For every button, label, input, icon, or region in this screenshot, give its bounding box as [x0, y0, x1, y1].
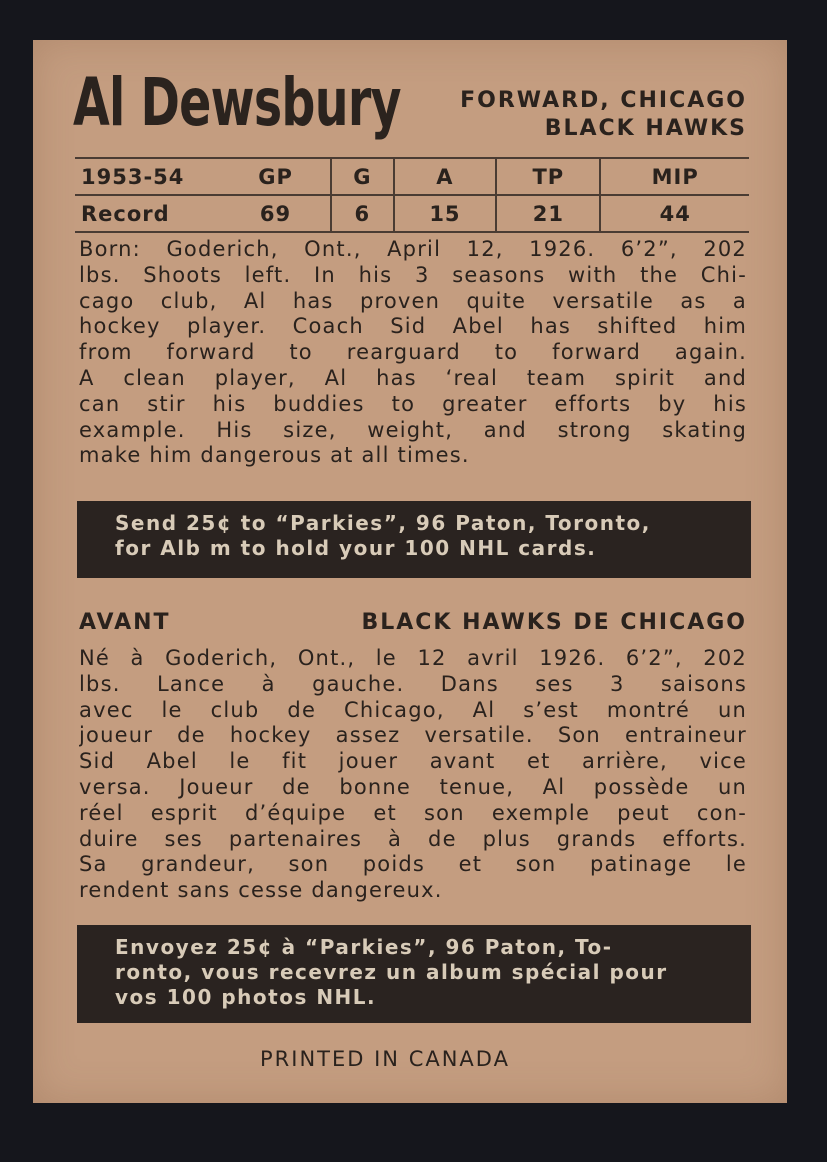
bio-line: Sid Abel le fit jouer avant et arrière, vice — [79, 749, 747, 774]
bio-line: cago club, Al has proven quite versatile as a — [79, 288, 747, 313]
bio-line: example. His size, weight, and strong skating — [79, 417, 747, 442]
season-label: 1953-54 — [75, 158, 221, 195]
offer-line: ronto, vous recevrez un album spécial pour — [115, 960, 668, 984]
english-album-offer — [77, 501, 751, 578]
bio-line: from forward to rearguard to forward again. — [79, 340, 747, 365]
stat-header: G — [331, 158, 394, 195]
bio-line: hockey player. Coach Sid Abel has shifted him — [79, 314, 747, 339]
bio-line: lbs. Shoots left. In his 3 seasons with the Chi- — [79, 262, 747, 287]
bio-line: A clean player, Al has ʻreal team spirit and — [79, 365, 747, 390]
french-team: BLACK HAWKS DE CHICAGO — [361, 610, 747, 635]
bio-line: make him dangerous at all times. — [79, 443, 470, 468]
hockey-card-back — [33, 40, 787, 1103]
english-bio — [79, 237, 747, 469]
bio-line: Born: Goderich, Ont., April 12, 1926. 6’2”, 202 — [79, 237, 747, 261]
bio-line: Sa grandeur, son poids et son patinage le — [79, 852, 747, 877]
bio-line: rendent sans cesse dangereux. — [79, 878, 443, 903]
stat-header: MIP — [600, 158, 749, 195]
stat-header: TP — [496, 158, 600, 195]
record-label: Record — [81, 201, 170, 226]
stat-value: 6 — [331, 195, 394, 232]
stat-value: 44 — [600, 195, 749, 232]
french-album-offer — [77, 925, 751, 1023]
player-name: Al Dewsbury — [73, 64, 401, 141]
offer-line: Send 25¢ to “Parkies”, 96 Paton, Toronto, — [115, 511, 651, 535]
stats-header-row — [75, 158, 749, 195]
french-bio — [79, 646, 747, 904]
stat-value: 69 — [259, 201, 292, 226]
stat-header: A — [394, 158, 497, 195]
offer-line: vos 100 photos NHL. — [115, 985, 377, 1009]
offer-line: for Alb m to hold your 100 NHL cards. — [115, 536, 597, 560]
stats-table — [75, 157, 749, 233]
bio-line: lbs. Lance à gauche. Dans ses 3 saisons — [79, 671, 747, 696]
offer-line: Envoyez 25¢ à “Parkies”, 96 Paton, To- — [115, 935, 613, 959]
bio-line: can stir his buddies to greater efforts by his — [79, 391, 747, 416]
bio-line: avec le club de Chicago, Al s’est montré un — [79, 697, 747, 722]
stat-header: GP — [221, 158, 331, 195]
bio-line: versa. Joueur de bonne tenue, Al possède un — [79, 774, 747, 799]
bio-line: Né à Goderich, Ont., le 12 avril 1926. 6’2”, 202 — [79, 646, 747, 670]
bio-line: duire ses partenaires à de plus grands efforts. — [79, 826, 747, 851]
stats-value-row — [75, 195, 749, 232]
bio-line: joueur de hockey assez versatile. Son entraineur — [79, 723, 747, 748]
position-line-1: FORWARD, CHICAGO — [460, 88, 747, 113]
stat-value: 21 — [496, 195, 600, 232]
printed-in-canada: PRINTED IN CANADA — [260, 1047, 510, 1071]
bio-line: réel esprit d’équipe et son exemple peut con- — [79, 800, 747, 825]
french-position: AVANT — [79, 610, 171, 635]
stat-value: 15 — [394, 195, 497, 232]
player-position — [387, 87, 747, 143]
position-line-2: BLACK HAWKS — [544, 116, 747, 141]
